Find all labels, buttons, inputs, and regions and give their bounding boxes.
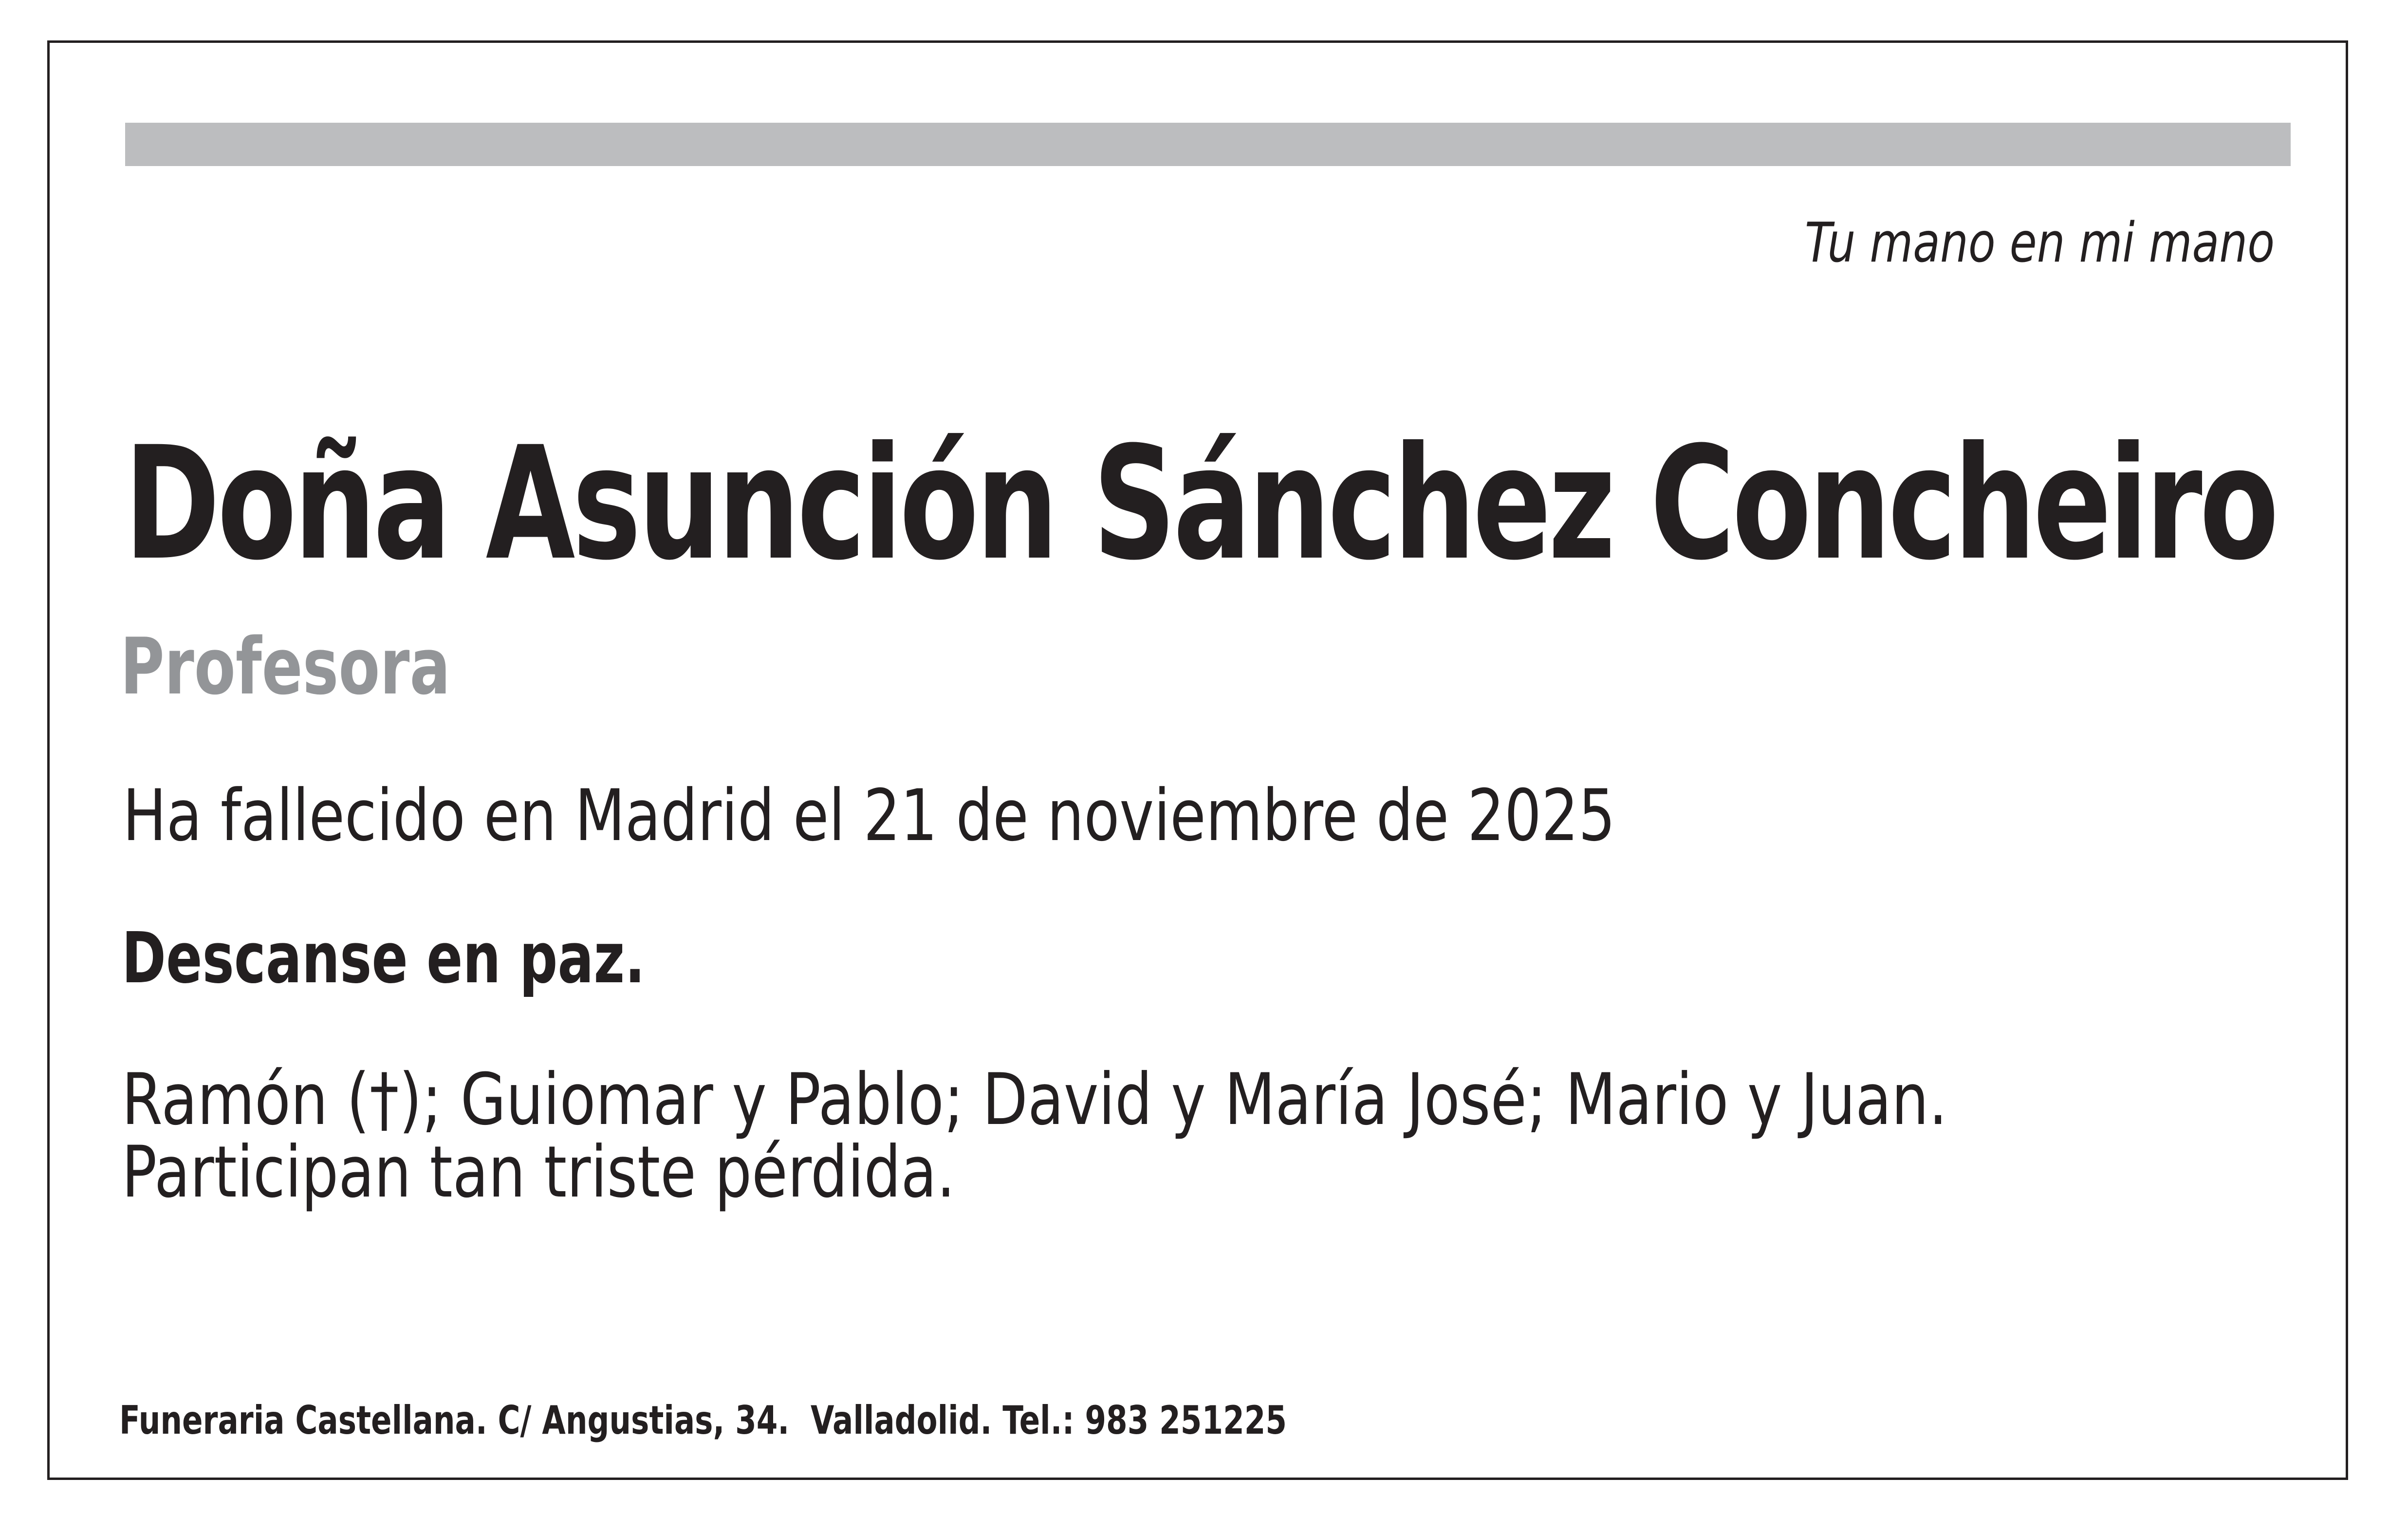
decorative-top-bar: [125, 123, 2291, 166]
profession: Profesora: [120, 621, 450, 712]
family-names: Ramón (†); Guiomar y Pablo; David y María José; Mario y Juan.: [122, 1058, 1947, 1142]
funeral-home-footer: Funeraria Castellana. C/ Angustias, 34. Valladolid. Tel.: 983 251225: [119, 1398, 1287, 1443]
death-statement: Ha fallecido en Madrid el 21 de noviembre de 2025: [123, 774, 1615, 858]
deceased-name: Doña Asunción Sánchez Concheiro: [124, 413, 2276, 595]
blessing: Descanse en paz.: [122, 917, 645, 999]
epigraph: Tu mano en mi mano: [1805, 211, 2275, 275]
family-closing: Participan tan triste pérdida.: [122, 1131, 955, 1214]
